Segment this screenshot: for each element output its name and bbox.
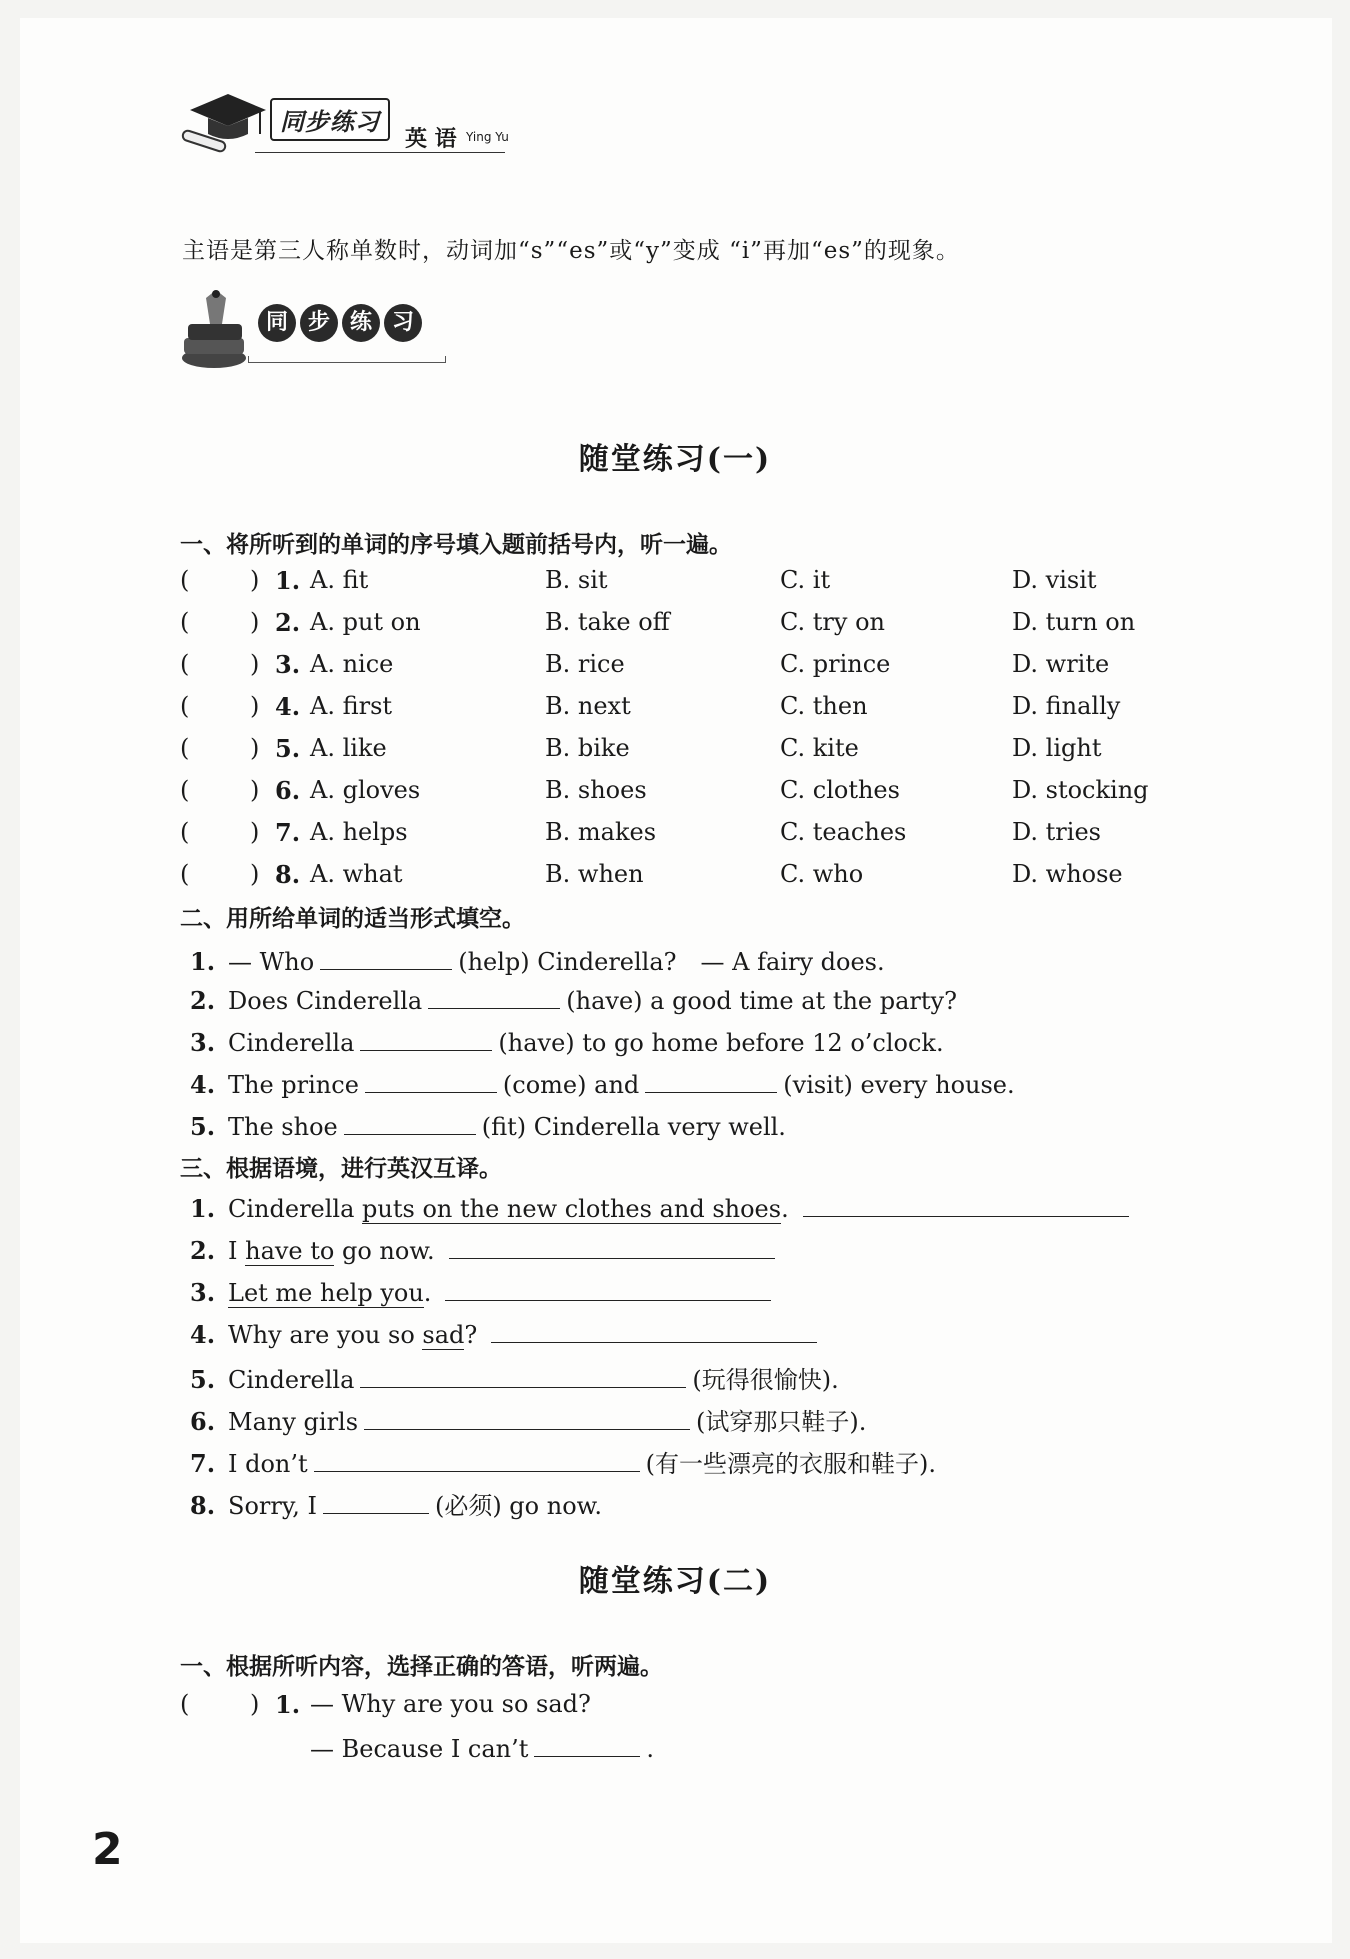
answer-blank[interactable]: [344, 1110, 476, 1135]
list-item: ( ) 4. A. first B. next C. then D. finally: [180, 692, 1121, 721]
page-header: [180, 88, 530, 158]
section2-title: 随堂练习(二): [578, 1564, 772, 1599]
header-divider: [255, 152, 505, 153]
header-pinyin: Ying Yu: [466, 130, 509, 144]
list-item: 8. Sorry, I (必须) go now.: [190, 1491, 602, 1520]
list-item: 3. Cinderella (have) to go home before 12 o’clock.: [190, 1028, 944, 1057]
list-item: 1. Cinderella puts on the new clothes and shoes.: [190, 1192, 1135, 1223]
section1-title: 随堂练习(一): [578, 442, 772, 477]
answer-blank[interactable]: [365, 1068, 497, 1093]
answer-blank[interactable]: [449, 1234, 775, 1259]
answer-blank[interactable]: [491, 1318, 817, 1343]
header-badge: 同步练习: [270, 98, 390, 141]
sync-chip: 练: [342, 304, 380, 342]
list-item: ( ) 1. — Why are you so sad?: [180, 1690, 591, 1719]
list-item: 5. Cinderella (玩得很愉快).: [190, 1365, 839, 1394]
list-item: 3. Let me help you.: [190, 1276, 777, 1307]
list-item: ( ) 2. A. put on B. take off C. try on D. turn on: [180, 608, 1136, 637]
answer-blank[interactable]: [364, 1405, 690, 1430]
answer-blank[interactable]: [314, 1447, 640, 1472]
list-item: ( ) 3. A. nice B. rice C. prince D. write: [180, 650, 1110, 679]
list-item: ( ) 1. A. fit B. sit C. it D. visit: [180, 566, 1097, 595]
list-item: 5. The shoe (fit) Cinderella very well.: [190, 1112, 786, 1141]
part1-heading: 一、将所听到的单词的序号填入题前括号内，听一遍。: [180, 532, 732, 558]
intro-text: 主语是第三人称单数时，动词加“s”“es”或“y”变成 “i”再加“es”的现象。: [182, 238, 960, 264]
answer-blank[interactable]: [803, 1192, 1129, 1217]
list-item: 7. I don’t (有一些漂亮的衣服和鞋子).: [190, 1449, 937, 1478]
answer-blank[interactable]: [428, 984, 560, 1009]
list-item: 1. — Who (help) Cinderella? — A fairy does.: [190, 947, 885, 976]
list-item: ( ) 5. A. like B. bike C. kite D. light: [180, 734, 1102, 763]
answer-blank[interactable]: [360, 1363, 686, 1388]
sync-chip: 步: [300, 304, 338, 342]
sync-underline: [248, 356, 446, 363]
part2-heading: 二、用所给单词的适当形式填空。: [180, 906, 525, 932]
list-item: ( ) 7. A. helps B. makes C. teaches D. tries: [180, 818, 1101, 847]
answer-blank[interactable]: [645, 1068, 777, 1093]
graduation-cap-icon: [180, 88, 270, 158]
answer-blank[interactable]: [320, 945, 452, 970]
list-item: 2. I have to go now.: [190, 1234, 781, 1265]
sync-chips: [258, 304, 426, 342]
page-number: 2: [92, 1824, 123, 1875]
list-item: 2. Does Cinderella (have) a good time at the party?: [190, 986, 957, 1015]
list-item: — Because I can’t .: [310, 1732, 654, 1763]
sync-banner: [180, 288, 460, 378]
answer-blank[interactable]: [323, 1489, 429, 1514]
answer-blank[interactable]: [360, 1026, 492, 1051]
list-item: 4. Why are you so sad?: [190, 1318, 823, 1349]
header-subject: 英 语: [405, 127, 457, 152]
answer-blank[interactable]: [534, 1732, 640, 1757]
section2-part1-heading: 一、根据所听内容，选择正确的答语，听两遍。: [180, 1654, 663, 1680]
answer-blank[interactable]: [445, 1276, 771, 1301]
list-item: 4. The prince (come) and (visit) every house.: [190, 1070, 1015, 1099]
books-icon: [180, 288, 250, 374]
list-item: ( ) 8. A. what B. when C. who D. whose: [180, 860, 1123, 889]
sync-chip: 习: [384, 304, 422, 342]
list-item: ( ) 6. A. gloves B. shoes C. clothes D. stocking: [180, 776, 1149, 805]
sync-chip: 同: [258, 304, 296, 342]
part3-heading: 三、根据语境，进行英汉互译。: [180, 1156, 502, 1182]
list-item: 6. Many girls (试穿那只鞋子).: [190, 1407, 867, 1436]
